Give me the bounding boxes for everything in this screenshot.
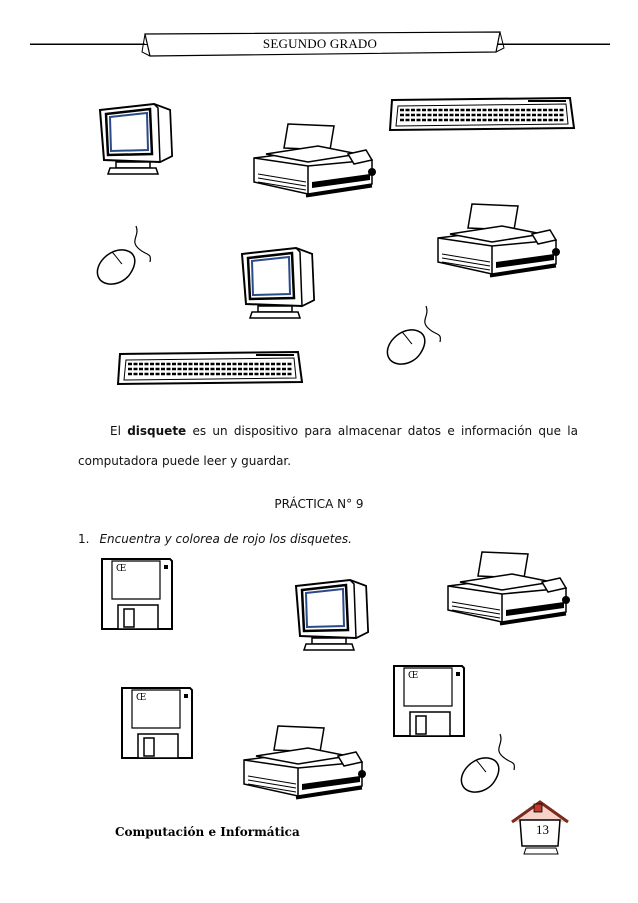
- intro-term: disquete: [127, 424, 187, 438]
- keyboard-icon: [388, 92, 580, 136]
- school-house-icon: [508, 796, 572, 860]
- grade-banner: SEGUNDO GRADO: [262, 36, 378, 51]
- intro-paragraph: [78, 416, 578, 476]
- intro-text: es un dispositivo para almacenar datos e información que la computadora puede leer y guardar.: [78, 424, 578, 468]
- page-number: 13: [536, 822, 549, 837]
- printer-icon: [238, 722, 368, 817]
- floppy-disk-icon: [392, 664, 468, 740]
- intro-prefix: El: [110, 424, 121, 438]
- floppy-disk-icon: [120, 686, 196, 762]
- instruction-number: 1.: [78, 532, 90, 546]
- monitor-icon: [234, 244, 324, 324]
- svg-text:Œ: Œ: [408, 671, 419, 681]
- printer-icon: [442, 548, 572, 643]
- svg-text:Œ: Œ: [136, 693, 147, 703]
- monitor-icon: [92, 100, 182, 180]
- instruction-text: Encuentra y colorea de rojo los disquetes.: [99, 532, 352, 546]
- keyboard-icon: [116, 346, 308, 390]
- practice-title: PRÁCTICA N° 9: [274, 497, 364, 511]
- floppy-disk-icon: [100, 557, 176, 633]
- monitor-icon: [288, 576, 378, 656]
- mouse-icon: [454, 730, 524, 806]
- practice-instruction: [78, 532, 352, 546]
- printer-icon: [248, 120, 378, 215]
- mouse-icon: [380, 302, 450, 372]
- mouse-icon: [90, 222, 160, 302]
- floppy-label-glyph: Œ: [116, 564, 127, 574]
- footer-subject: Computación e Informática: [115, 825, 300, 839]
- printer-icon: [432, 200, 562, 295]
